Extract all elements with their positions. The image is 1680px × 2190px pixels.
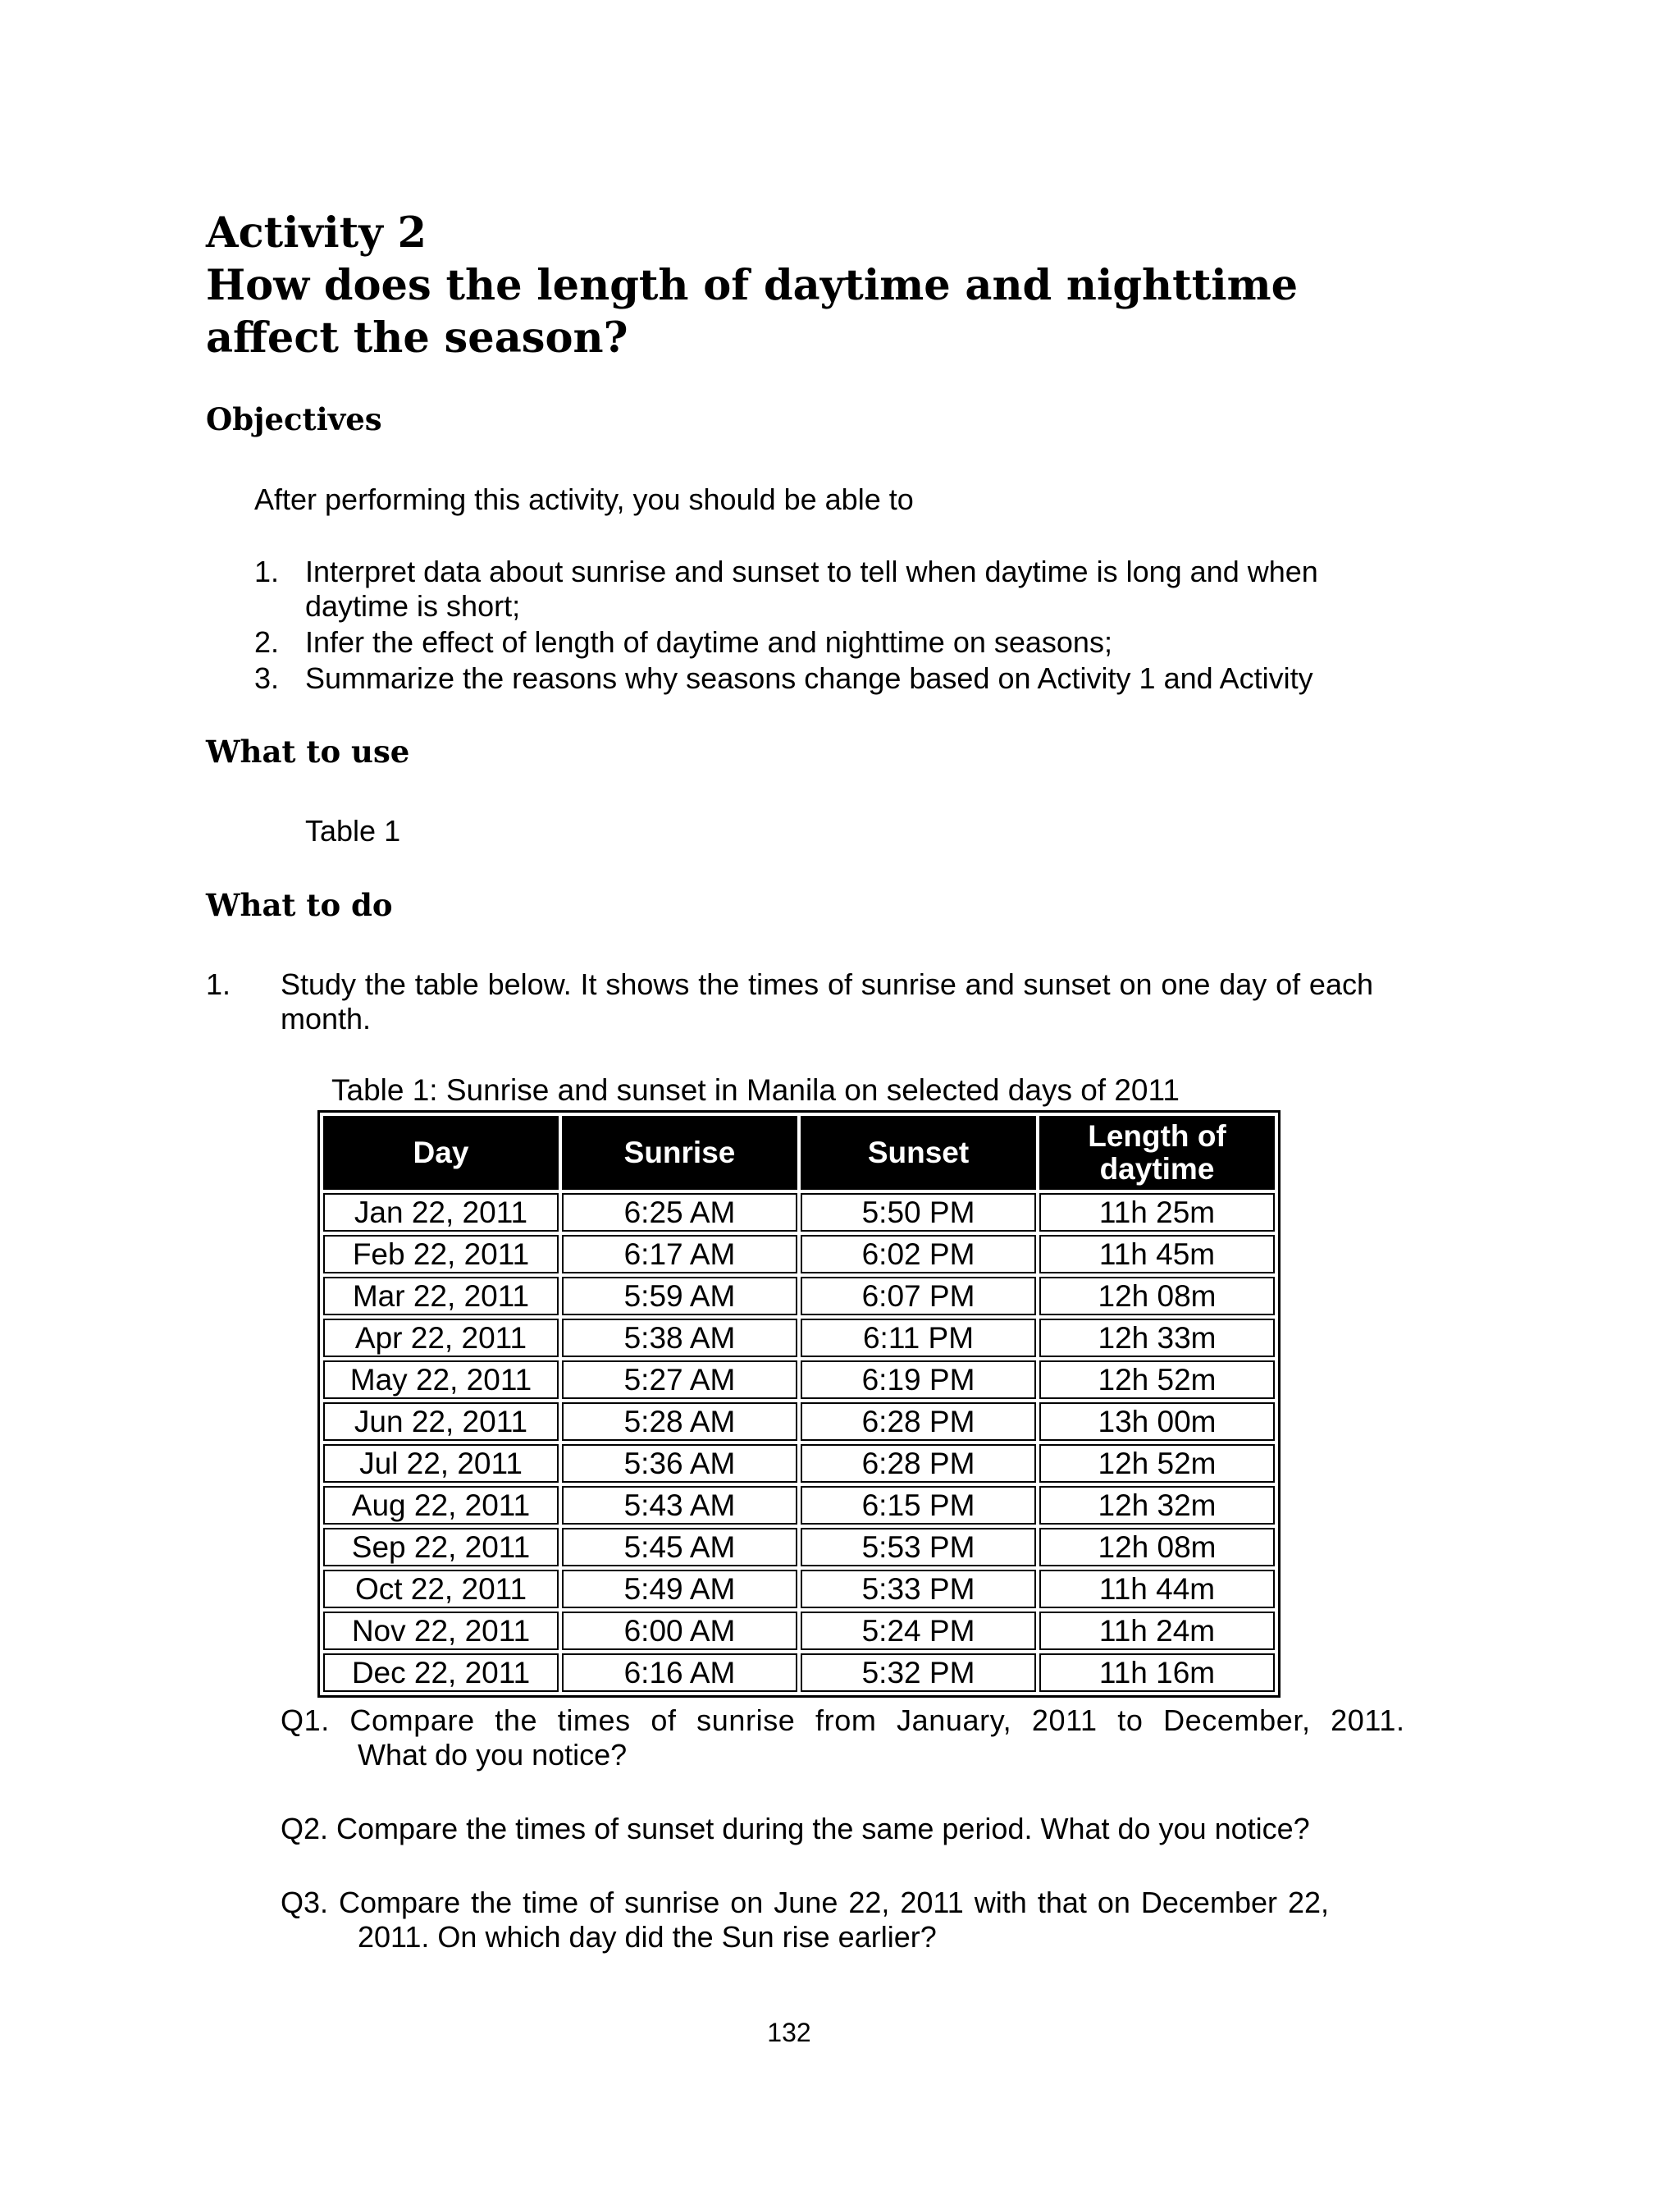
daytime-length-cell: 11h 24m (1039, 1612, 1275, 1650)
daytime-length-cell: 12h 08m (1039, 1277, 1275, 1315)
objectives-heading: Objectives (206, 401, 382, 437)
day-cell: Feb 22, 2011 (323, 1235, 559, 1273)
sunrise-sunset-table (317, 1110, 1281, 1698)
question-2-line-1: Q2. Compare the times of sunset during the same period. What do you notice? (281, 1812, 1310, 1845)
table-row (323, 1653, 1275, 1692)
day-cell: Apr 22, 2011 (323, 1319, 559, 1357)
what-to-use-item: Table 1 (305, 814, 401, 848)
question-3-line-2: 2011. On which day did the Sun rise earlier? (358, 1920, 937, 1954)
daytime-length-cell: 11h 25m (1039, 1193, 1275, 1232)
sunrise-cell: 5:59 AM (562, 1277, 797, 1315)
daytime-length-cell: 12h 08m (1039, 1528, 1275, 1566)
table-row (323, 1570, 1275, 1608)
sunrise-cell: 5:27 AM (562, 1360, 797, 1399)
sunset-cell: 6:07 PM (801, 1277, 1036, 1315)
activity-question-line-2: affect the season? (206, 313, 628, 363)
sunrise-cell: 6:16 AM (562, 1653, 797, 1692)
sunrise-cell: 5:45 AM (562, 1528, 797, 1566)
daytime-length-cell: 11h 45m (1039, 1235, 1275, 1273)
objectives-intro: After performing this activity, you should be able to (254, 482, 914, 516)
day-cell: Jun 22, 2011 (323, 1402, 559, 1441)
page-number: 132 (767, 2018, 811, 2047)
day-cell: Sep 22, 2011 (323, 1528, 559, 1566)
objective-3-line-1: Summarize the reasons why seasons change based on Activity 1 and Activity (305, 661, 1313, 695)
header-sunrise: Sunrise (562, 1116, 797, 1190)
sunset-cell: 5:24 PM (801, 1612, 1036, 1650)
step-number-1: 1. (206, 967, 231, 1001)
header-length-of-daytime: Length of daytime (1039, 1116, 1275, 1190)
sunset-cell: 6:28 PM (801, 1444, 1036, 1483)
day-cell: Nov 22, 2011 (323, 1612, 559, 1650)
table-row (323, 1444, 1275, 1483)
activity-title: Activity 2 (206, 208, 427, 258)
sunset-cell: 6:28 PM (801, 1402, 1036, 1441)
table-row (323, 1486, 1275, 1525)
day-cell: Jan 22, 2011 (323, 1193, 559, 1232)
sunset-cell: 6:15 PM (801, 1486, 1036, 1525)
daytime-length-cell: 11h 44m (1039, 1570, 1275, 1608)
objective-1-line-1: Interpret data about sunrise and sunset to tell when daytime is long and when (305, 555, 1318, 588)
sunset-cell: 6:11 PM (801, 1319, 1036, 1357)
table-row (323, 1528, 1275, 1566)
sunrise-cell: 6:25 AM (562, 1193, 797, 1232)
table-caption: Table 1: Sunrise and sunset in Manila on selected days of 2011 (331, 1073, 1180, 1107)
sunset-cell: 6:02 PM (801, 1235, 1036, 1273)
what-to-use-heading: What to use (206, 734, 410, 770)
day-cell: Oct 22, 2011 (323, 1570, 559, 1608)
daytime-length-cell: 12h 52m (1039, 1444, 1275, 1483)
sunset-cell: 6:19 PM (801, 1360, 1036, 1399)
header-day: Day (323, 1116, 559, 1190)
table-row (323, 1319, 1275, 1357)
day-cell: May 22, 2011 (323, 1360, 559, 1399)
sunrise-cell: 5:38 AM (562, 1319, 797, 1357)
objective-1-line-2: daytime is short; (305, 589, 521, 623)
table-row (323, 1235, 1275, 1273)
table-header-row (323, 1116, 1275, 1190)
objective-2-line-1: Infer the effect of length of daytime and nighttime on seasons; (305, 625, 1112, 659)
step-1-text: Study the table below. It shows the times of sunrise and sunset on one day of each month. (281, 967, 1373, 1036)
sunset-cell: 5:53 PM (801, 1528, 1036, 1566)
sunrise-cell: 5:43 AM (562, 1486, 797, 1525)
daytime-length-cell: 13h 00m (1039, 1402, 1275, 1441)
table-row (323, 1193, 1275, 1232)
table-row (323, 1360, 1275, 1399)
sunset-cell: 5:32 PM (801, 1653, 1036, 1692)
activity-question-line-1: How does the length of daytime and nighttime (206, 261, 1299, 310)
table-row (323, 1277, 1275, 1315)
header-sunset: Sunset (801, 1116, 1036, 1190)
sunset-cell: 5:33 PM (801, 1570, 1036, 1608)
what-to-do-heading: What to do (206, 887, 393, 923)
objective-number-2: 2. (254, 625, 280, 659)
table-row (323, 1612, 1275, 1650)
day-cell: Mar 22, 2011 (323, 1277, 559, 1315)
table-row (323, 1402, 1275, 1441)
day-cell: Dec 22, 2011 (323, 1653, 559, 1692)
sunrise-cell: 6:00 AM (562, 1612, 797, 1650)
question-1-line-1: Q1. Compare the times of sunrise from January, 2011 to December, 2011. (281, 1703, 1405, 1737)
objective-number-3: 3. (254, 661, 280, 695)
daytime-length-cell: 12h 32m (1039, 1486, 1275, 1525)
daytime-length-cell: 12h 52m (1039, 1360, 1275, 1399)
day-cell: Jul 22, 2011 (323, 1444, 559, 1483)
question-1-line-2: What do you notice? (358, 1738, 628, 1772)
sunrise-cell: 5:49 AM (562, 1570, 797, 1608)
sunrise-cell: 5:36 AM (562, 1444, 797, 1483)
sunset-cell: 5:50 PM (801, 1193, 1036, 1232)
objective-number-1: 1. (254, 555, 280, 588)
daytime-length-cell: 12h 33m (1039, 1319, 1275, 1357)
sunrise-cell: 5:28 AM (562, 1402, 797, 1441)
sunrise-cell: 6:17 AM (562, 1235, 797, 1273)
question-3-line-1: Q3. Compare the time of sunrise on June 22, 2011 with that on December 22, (281, 1886, 1330, 1919)
day-cell: Aug 22, 2011 (323, 1486, 559, 1525)
daytime-length-cell: 11h 16m (1039, 1653, 1275, 1692)
